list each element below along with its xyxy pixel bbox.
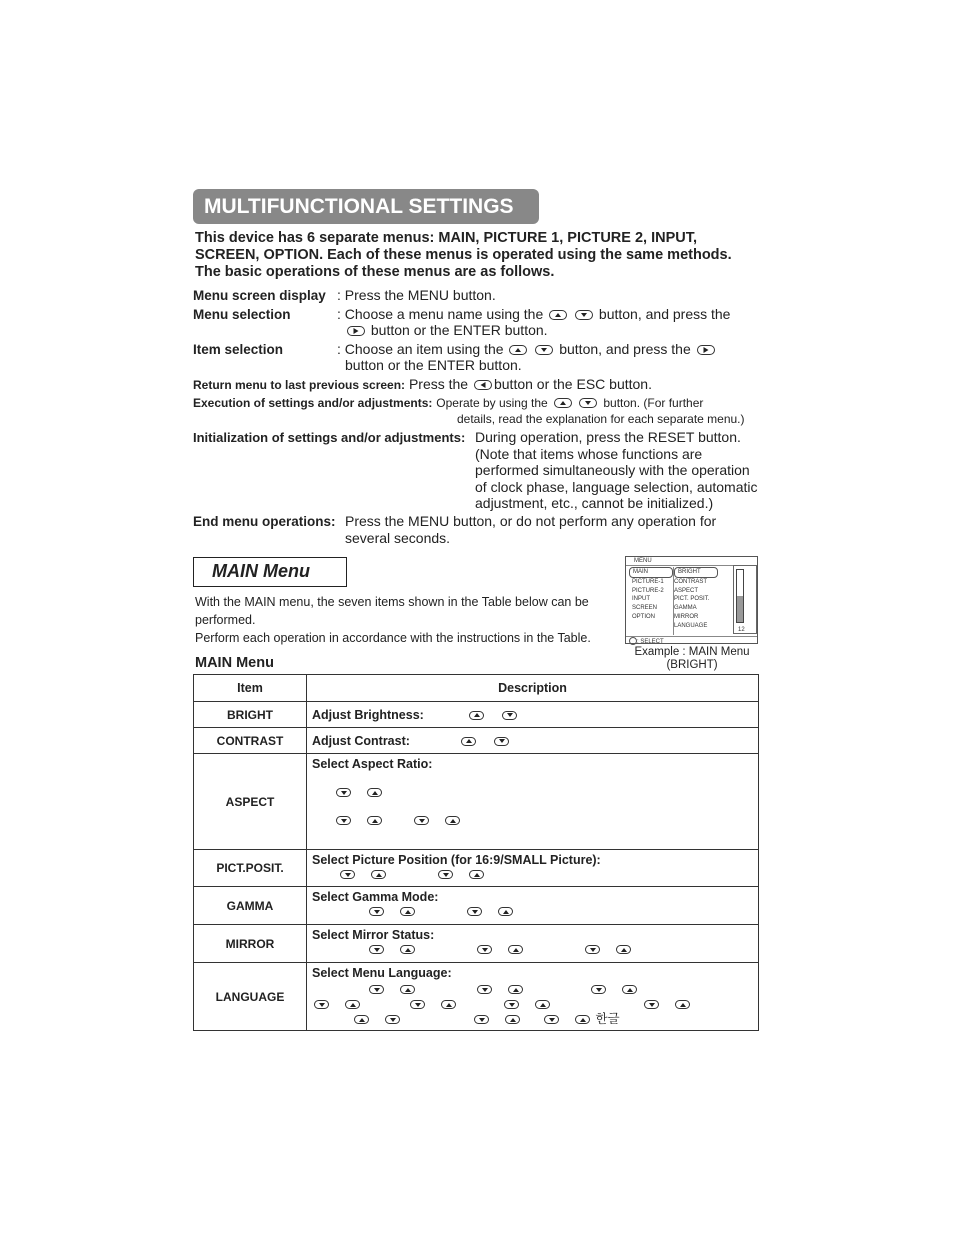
down-button-icon — [474, 1015, 489, 1024]
op-execution: Execution of settings and/or adjustments: Operate by using the button. (For further — [193, 396, 704, 410]
op-end-label: End menu operations: — [193, 514, 336, 529]
main-menu-table-heading: MAIN Menu — [195, 655, 274, 671]
op-screen-display-text: : Press the MENU button. — [337, 287, 496, 303]
select-icon — [629, 637, 637, 645]
col-item-header: Item — [194, 675, 307, 702]
down-button-icon — [544, 1015, 559, 1024]
up-button-icon — [505, 1015, 520, 1024]
down-button-icon — [535, 345, 553, 355]
table-row: BRIGHT Adjust Brightness: — [194, 702, 759, 728]
up-button-icon — [498, 907, 513, 916]
up-button-icon — [367, 788, 382, 797]
main-menu-description: With the MAIN menu, the seven items shown in the Table below can be performed. Perform each operation in accordance with the instructions in the Table. — [195, 595, 591, 645]
up-button-icon — [400, 907, 415, 916]
up-button-icon — [508, 945, 523, 954]
up-button-icon — [549, 310, 567, 320]
up-button-icon — [622, 985, 637, 994]
down-button-icon — [410, 1000, 425, 1009]
mini-menu-gauge — [736, 569, 744, 623]
main-menu-table — [193, 674, 759, 1031]
op-screen-display: Menu screen display — [193, 288, 326, 303]
table-row: GAMMA Select Gamma Mode: — [194, 887, 759, 925]
mini-menu-left-list: MAIN PICTURE-1 PICTURE-2 INPUT SCREEN OPTION — [632, 567, 673, 622]
up-button-icon — [367, 816, 382, 825]
down-button-icon — [369, 907, 384, 916]
up-button-icon — [469, 711, 484, 720]
up-button-icon — [469, 870, 484, 879]
up-button-icon — [445, 816, 460, 825]
menu-screen-example: MENU MAIN PICTURE-1 PICTURE-2 INPUT SCREEN OPTION BRIGHT CONTRAST ASPECT PICT. POSIT. GAMMA MIRROR LANGUAGE 12 : SELECT — [625, 556, 758, 644]
op-menu-selection-label: Menu selection — [193, 307, 291, 322]
down-button-icon — [369, 945, 384, 954]
table-row: ASPECT Select Aspect Ratio: — [194, 754, 759, 850]
down-button-icon — [579, 398, 597, 408]
up-button-icon — [354, 1015, 369, 1024]
table-row: LANGUAGE Select Menu Language: 한글 — [194, 963, 759, 1031]
col-description-header: Description — [307, 675, 759, 702]
down-button-icon — [336, 788, 351, 797]
up-button-icon — [675, 1000, 690, 1009]
right-button-icon — [347, 326, 365, 336]
up-button-icon — [535, 1000, 550, 1009]
down-button-icon — [575, 310, 593, 320]
down-button-icon — [494, 737, 509, 746]
down-button-icon — [504, 1000, 519, 1009]
mini-menu-right-list: BRIGHT CONTRAST ASPECT PICT. POSIT. GAMMA MIRROR LANGUAGE — [674, 567, 718, 631]
table-row: MIRROR Select Mirror Status: — [194, 925, 759, 963]
op-item-selection-label: Item selection — [193, 342, 284, 357]
down-button-icon — [644, 1000, 659, 1009]
up-button-icon — [461, 737, 476, 746]
table-header-row — [194, 675, 759, 702]
intro-text: This device has 6 separate menus: MAIN, PICTURE 1, PICTURE 2, INPUT, SCREEN, OPTION. Each of these menus is operated using the same methods. The basic operations of these menus are as follows. — [195, 230, 732, 280]
up-button-icon — [509, 345, 527, 355]
up-button-icon — [554, 398, 572, 408]
right-button-icon — [697, 345, 715, 355]
op-return: Return menu to last previous screen: Press the button or the ESC button. — [193, 376, 652, 392]
down-button-icon — [477, 945, 492, 954]
down-button-icon — [438, 870, 453, 879]
up-button-icon — [371, 870, 386, 879]
down-button-icon — [336, 816, 351, 825]
down-button-icon — [585, 945, 600, 954]
table-row: CONTRAST Adjust Contrast: — [194, 728, 759, 754]
left-button-icon — [474, 380, 492, 390]
page-title: MULTIFUNCTIONAL SETTINGS — [193, 189, 539, 224]
up-button-icon — [400, 985, 415, 994]
op-initialization-text: During operation, press the RESET button. (Note that items whose functions are performed simultaneously with the operation of clock phase, language selection, automatic adjustment, etc., cannot be initialized.) — [475, 429, 758, 512]
table-row: PICT.POSIT. Select Picture Position (for 16:9/SMALL Picture): — [194, 850, 759, 887]
op-item-selection-text: : Choose an item using the button, and press the — [337, 341, 717, 358]
down-button-icon — [502, 711, 517, 720]
op-initialization-label: Initialization of settings and/or adjustments: — [193, 430, 466, 445]
down-button-icon — [340, 870, 355, 879]
up-button-icon — [616, 945, 631, 954]
down-button-icon — [591, 985, 606, 994]
op-menu-selection-text: : Choose a menu name using the button, and press the — [337, 306, 731, 322]
down-button-icon — [477, 985, 492, 994]
down-button-icon — [314, 1000, 329, 1009]
up-button-icon — [441, 1000, 456, 1009]
down-button-icon — [369, 985, 384, 994]
menu-screen-caption: Example : MAIN Menu (BRIGHT) — [634, 646, 750, 671]
up-button-icon — [508, 985, 523, 994]
op-end-text: Press the MENU button, or do not perform any operation for several seconds. — [345, 513, 717, 546]
up-button-icon — [345, 1000, 360, 1009]
mini-menu-gauge-fill — [737, 596, 743, 622]
down-button-icon — [467, 907, 482, 916]
up-button-icon — [575, 1015, 590, 1024]
down-button-icon — [414, 816, 429, 825]
up-button-icon — [400, 945, 415, 954]
main-menu-title: MAIN Menu — [193, 557, 347, 587]
down-button-icon — [385, 1015, 400, 1024]
